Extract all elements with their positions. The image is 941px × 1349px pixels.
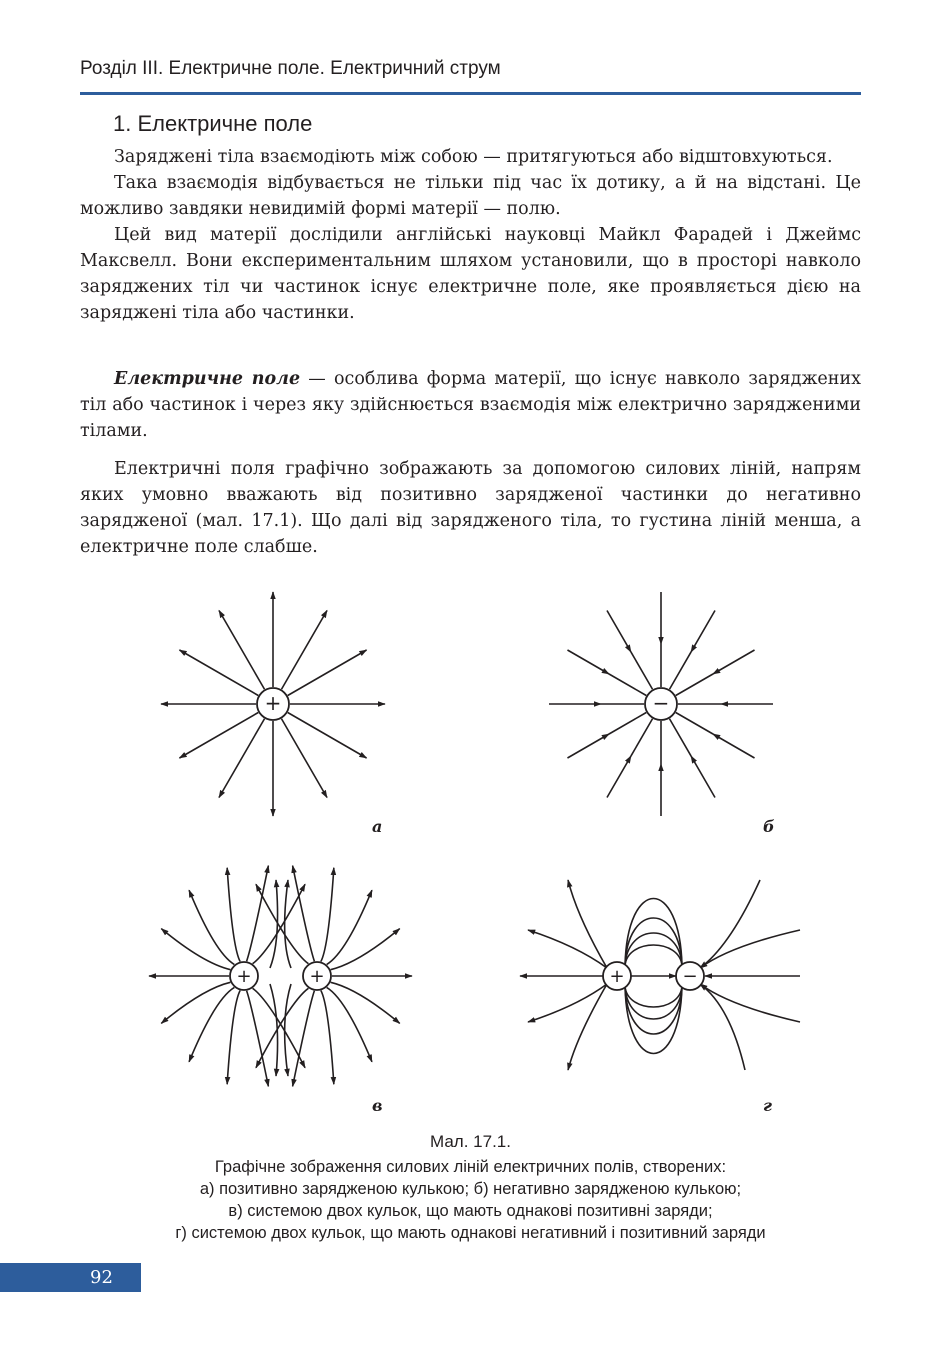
field-line-d-positive [528,984,607,1022]
field-line-c [227,868,240,962]
field-line-b-outer [607,756,631,798]
field-lines-illustration [0,580,941,1120]
field-line-c [227,990,240,1084]
paragraph-2: Така взаємодія відбувається не тільки під час їх дотику, а й на відстані. Це можливо завдяки невидимій формі матерії — полю. [80,173,861,219]
page-number: 92 [90,1267,113,1288]
field-line-c [247,866,269,962]
paragraph-1: Заряджені тіла взаємодіють між собою — притягуються або відштовхуються. [114,147,833,167]
charge-c-right [303,962,331,990]
caption-title: Мал. 17.1. [430,1132,511,1151]
field-line-d-loop-top [625,945,682,966]
field-line-b-outer [713,650,755,674]
charge-d-negative [676,962,704,990]
field-line-c [247,991,269,1087]
field-line-c-center [270,880,278,968]
field-line-c [293,866,315,962]
charge-c-left [230,962,258,990]
field-line-b-inner [676,713,713,735]
field-line-b-inner [631,719,653,756]
panel-c-two-positive-charges [149,866,412,1087]
field-line-b-outer [691,610,715,652]
field-line-b-outer [567,650,609,674]
charge-c-right-sign: + [309,966,325,987]
panel-c-label: в [372,1096,383,1115]
field-line-d-loop-top [625,933,682,966]
field-line-c [321,868,334,962]
field-line-d-positive [528,930,607,968]
field-line-d-negative [700,880,760,968]
paragraph-3: Цей вид матерії дослідили англійські науковці Майкл Фарадей і Джеймс Максвелл. Вони експериментальним шляхом установили, що в просторі навколо заряджених тіл чи частинок існує електричне поле, яке проявляється дією на заряджені тіла або частинки. [80,225,861,323]
caption-line-4: г) системою двох кульок, що мають однакові негативний і позитивний заряди [175,1224,766,1242]
definition-term: Електричне поле [114,369,301,389]
field-line-b-inner [609,713,646,735]
charge-a [257,688,289,720]
field-line-c-center [285,880,291,968]
running-header: Розділ III. Електричне поле. Електричний струм [80,58,501,79]
section-title: 1. Електричне поле [113,111,313,136]
field-line-b-inner [670,719,692,756]
panel-b-label: б [763,817,775,836]
figure-17-1 [0,580,941,1120]
field-line-b-outer [691,756,715,798]
field-line-b-inner [676,674,713,696]
intro-text [80,144,861,326]
caption-line-1: Графічне зображення силових ліній електричних полів, створених: [214,1158,727,1176]
field-lines-text [80,456,861,560]
definition-paragraph [80,366,861,444]
charge-b [645,688,677,720]
definition-text: — особлива форма матерії, що існує навколо заряджених тіл або частинок і через яку здійснюється взаємодія між електрично зарядженими тілами. [80,369,861,441]
page-number-box [0,1263,141,1292]
charge-b-sign: − [652,691,670,715]
field-line-d-negative [700,984,800,1022]
header-divider [80,92,861,95]
field-line-d-loop-bottom [625,986,682,1007]
field-line-b-outer [567,734,609,758]
field-line-c [321,990,334,1084]
definition-block [80,366,861,444]
charge-d-positive-sign: + [609,966,625,987]
field-line-b-outer [713,734,755,758]
charge-a-sign: + [264,691,282,715]
charge-d-positive [603,962,631,990]
charge-d-negative-sign: − [682,966,698,987]
panel-a-label: а [372,817,383,836]
field-line-d-negative [700,930,800,968]
field-line-c [293,991,315,1087]
panel-d-label: г [763,1096,772,1115]
field-line-c-center [285,984,291,1076]
field-line-d-loop-bottom [625,986,682,1019]
caption-line-2: а) позитивно зарядженою кулькою; б) негативно зарядженою кулькою; [199,1180,742,1198]
field-line-b-inner [609,674,646,696]
caption-line-3: в) системою двох кульок, що мають однакові позитивні заряди; [228,1202,713,1220]
paragraph-4: Електричні поля графічно зображають за допомогою силових ліній, напрям яких умовно вважають від позитивно зарядженої частинки до негативно зарядженої (мал. 17.1). Що далі від зарядженого тіла, то густина ліній менша, а електричне поле слабше. [80,459,861,557]
panel-d-dipole [520,880,800,1070]
field-line-b-inner [670,652,692,689]
field-line-b-inner [631,652,653,689]
charge-c-left-sign: + [236,966,252,987]
field-line-b-outer [607,610,631,652]
figure-caption [80,1131,861,1244]
